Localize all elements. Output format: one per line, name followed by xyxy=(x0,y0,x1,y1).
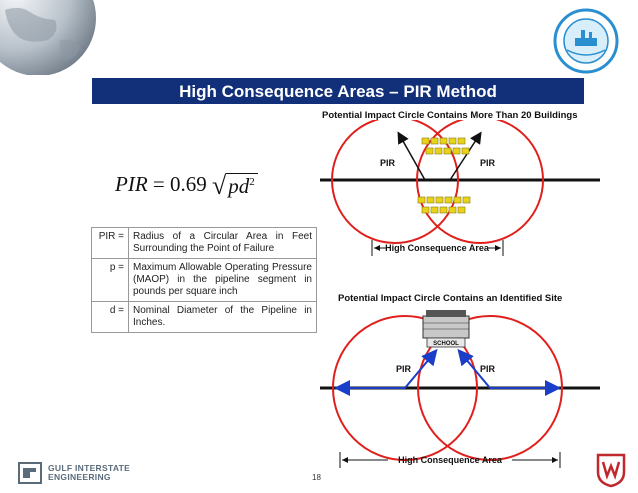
top-figure-caption: Potential Impact Circle Contains More Than 20 Buildings xyxy=(322,110,578,121)
definitions-table xyxy=(91,227,317,333)
formula-equals: = 0.69 xyxy=(152,172,207,196)
hca-arrowhead-top-right xyxy=(495,245,501,251)
company-name-line2: ENGINEERING xyxy=(48,472,111,482)
fw-shield-logo xyxy=(595,452,627,488)
association-seal-logo xyxy=(553,8,619,74)
definition-text: Radius of a Circular Area in Feet Surrounding the Point of Failure xyxy=(129,228,317,259)
school-label: SCHOOL xyxy=(433,341,459,347)
pir-label-bottom-left: PIR xyxy=(396,364,412,374)
title-underline xyxy=(92,104,584,106)
formula-exponent: 2 xyxy=(249,176,255,188)
page-number: 18 xyxy=(312,473,321,482)
hca-arrowhead-top-left xyxy=(374,245,380,251)
sqrt-symbol: √ xyxy=(212,171,227,200)
definition-term: d = xyxy=(92,302,129,333)
pir-label-bottom-right: PIR xyxy=(480,364,496,374)
hca-arrowhead-bottom-right xyxy=(552,457,558,463)
table-row xyxy=(92,259,317,302)
hca-label-bottom: High Consequence Area xyxy=(398,455,502,465)
hca-label-top: High Consequence Area xyxy=(385,243,489,253)
hca-arrowhead-bottom-left xyxy=(342,457,348,463)
company-name xyxy=(48,464,130,482)
pir-label-top-right: PIR xyxy=(480,158,496,168)
company-name-line1: GULF INTERSTATE xyxy=(48,463,131,473)
pir-label-top-left: PIR xyxy=(380,158,396,168)
definition-text: Maximum Allowable Operating Pressure (MAOP) in the pipeline segment in pounds per square inch xyxy=(129,259,317,302)
definition-term: p = xyxy=(92,259,129,302)
pir-diagram xyxy=(310,120,610,470)
globe-image xyxy=(0,0,100,75)
pir-formula xyxy=(115,168,258,198)
bottom-figure-caption: Potential Impact Circle Contains an Identified Site xyxy=(338,293,563,304)
definition-text: Nominal Diameter of the Pipeline in Inches. xyxy=(129,302,317,333)
formula-radicand-box xyxy=(226,173,258,199)
gie-logo-icon xyxy=(18,462,44,484)
table-row xyxy=(92,302,317,333)
building-cluster-upper xyxy=(422,138,469,154)
definition-term: PIR = xyxy=(92,228,129,259)
slide-title: High Consequence Areas – PIR Method xyxy=(92,78,584,104)
table-row xyxy=(92,228,317,259)
formula-lhs: PIR xyxy=(115,172,148,196)
building-cluster-lower xyxy=(418,197,470,213)
formula-radicand: pd xyxy=(228,174,250,198)
